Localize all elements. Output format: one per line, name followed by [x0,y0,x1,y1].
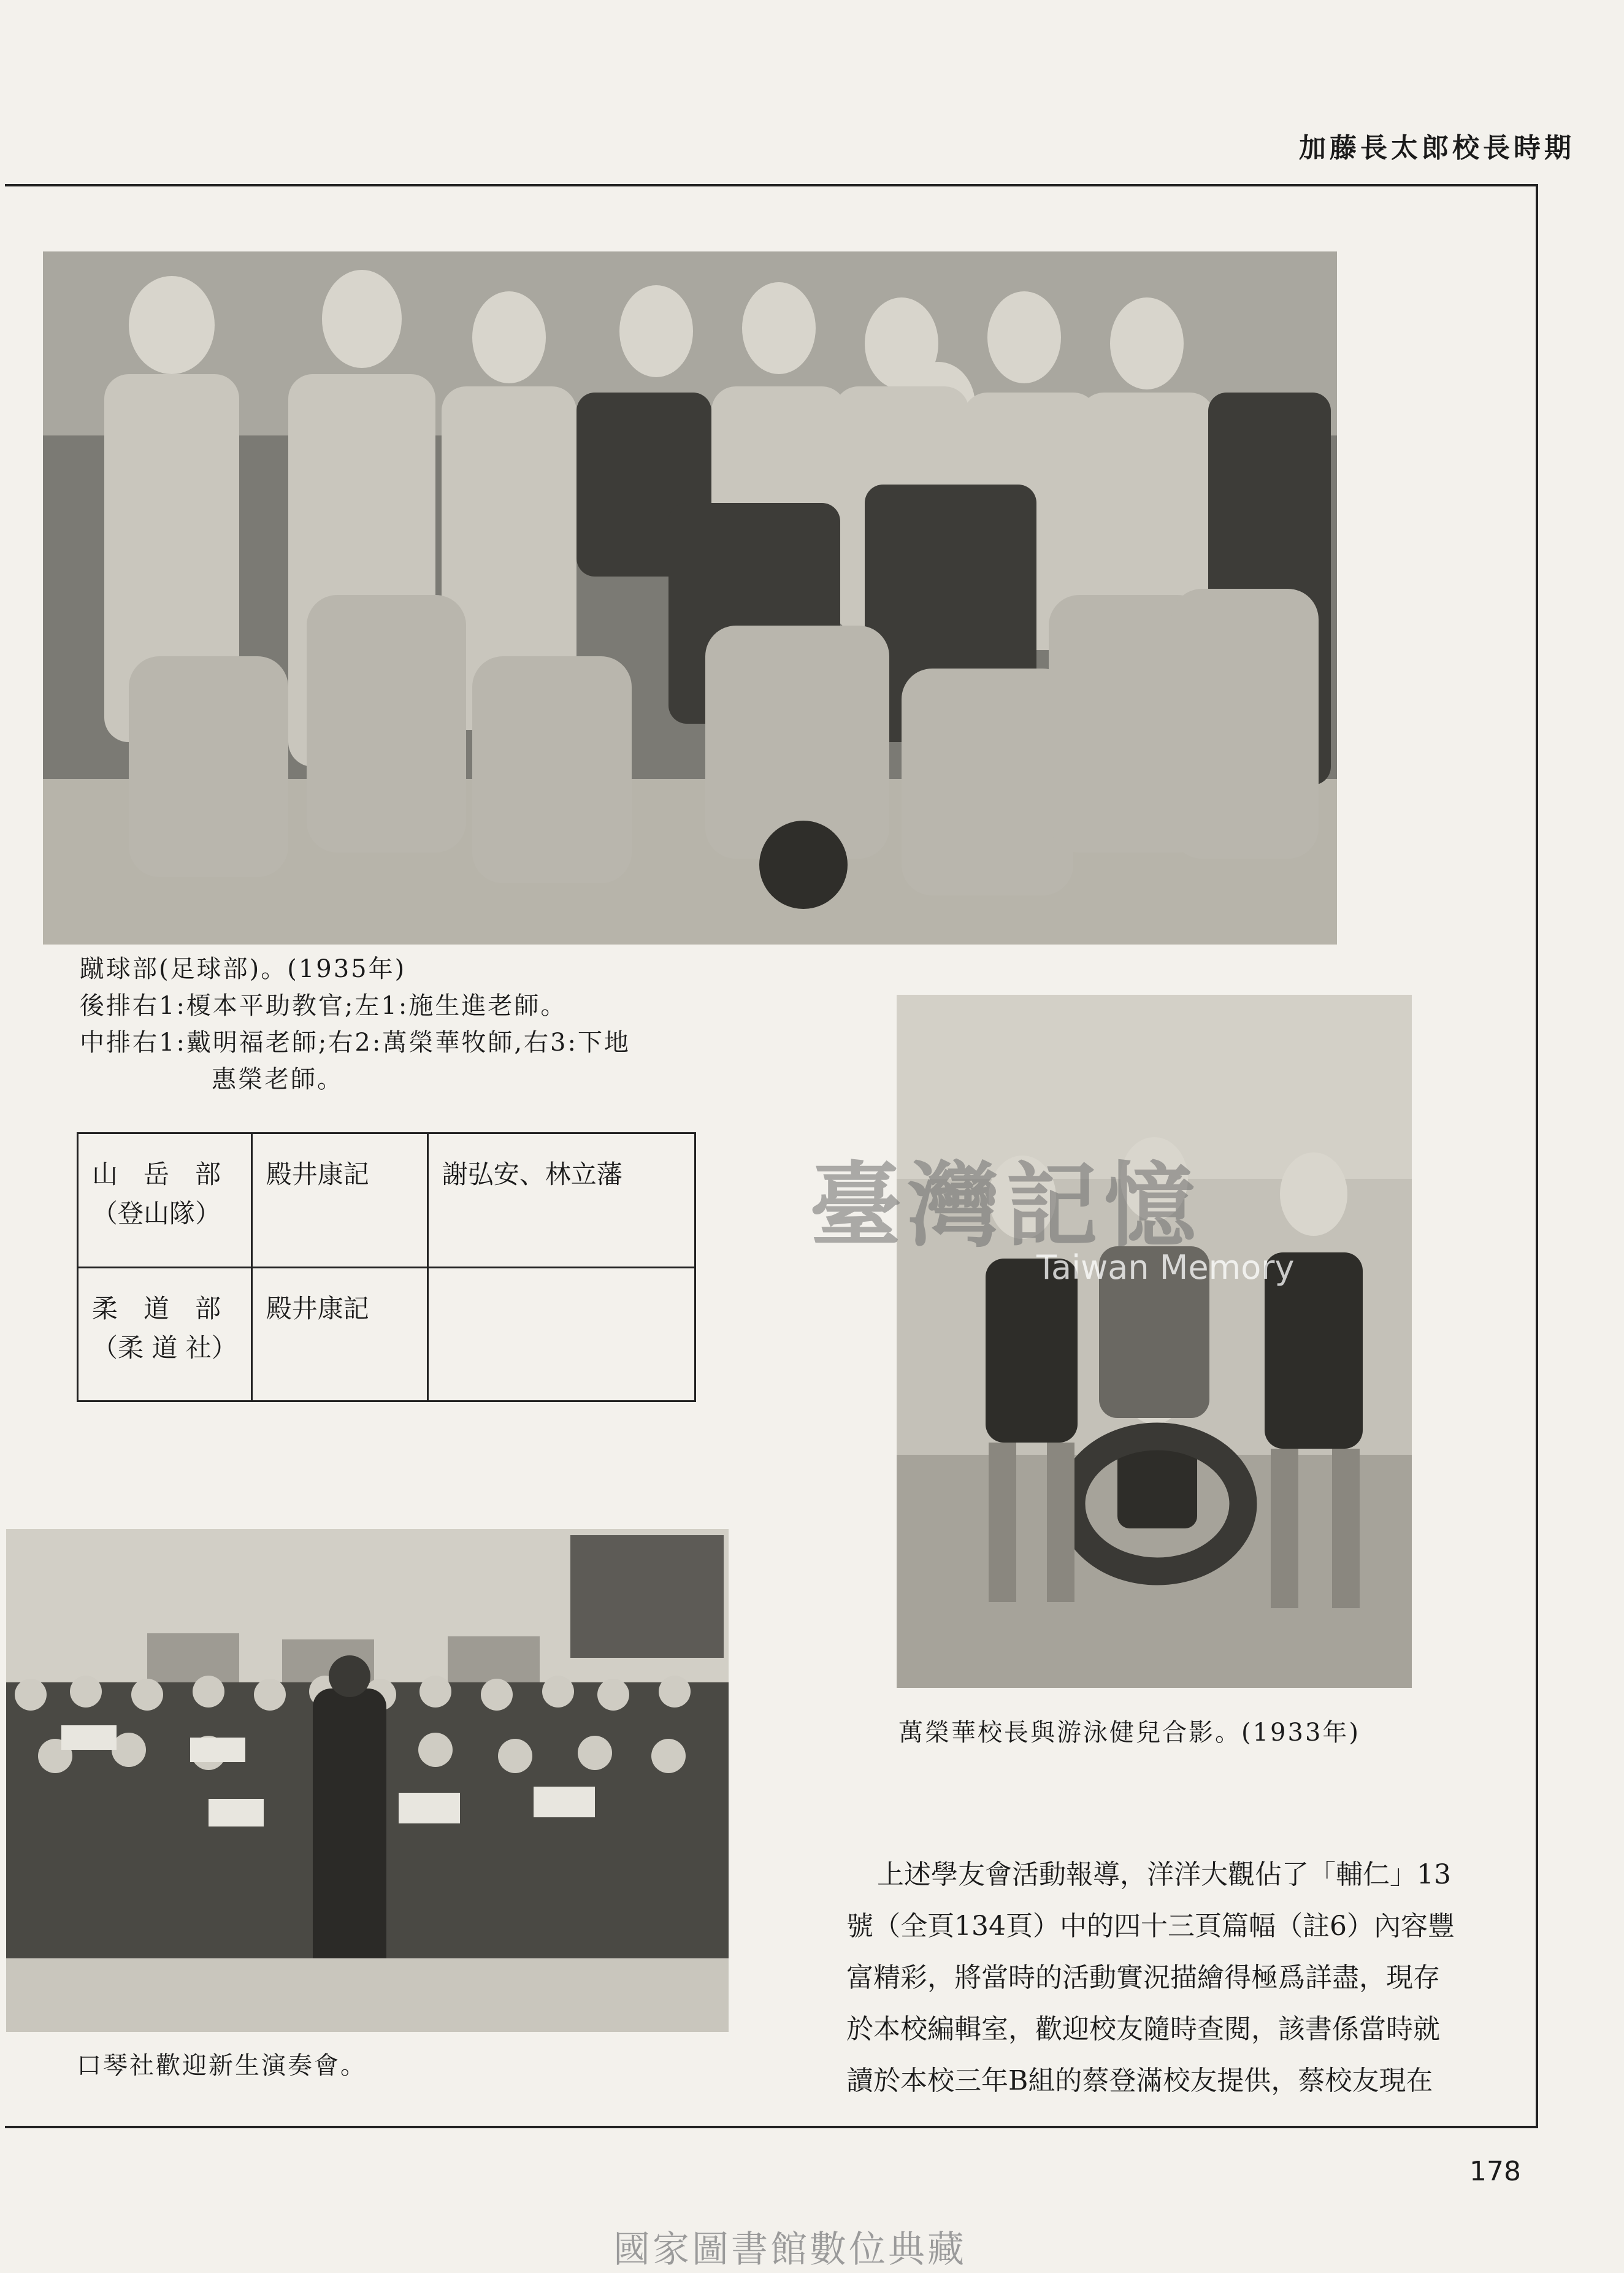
club-members-cell [427,1133,695,1268]
soccer-team-photo [43,251,1337,945]
harmonica-photo-caption [77,2047,367,2084]
club-members-cell [427,1267,695,1401]
club-name-alt: （登山隊） [92,1198,221,1228]
caption-line: 蹴球部(足球部)。(1935年) [80,955,407,983]
watermark-subtext: Taiwan Memory [1036,1248,1295,1287]
text-line: 於本校編輯室，歡迎校友隨時查閱，該書係當時就 [846,2014,1440,2045]
caption-line: 惠榮老師。 [212,1065,343,1094]
caption-line: 萬榮華校長與游泳健兒合影。(1933年) [898,1719,1361,1747]
club-name: 柔 道 部 [92,1293,221,1324]
club-name-cell [78,1133,252,1268]
table-row [78,1133,695,1268]
club-name: 山 岳 部 [92,1159,221,1189]
swim-photo-caption [898,1714,1360,1751]
clubs-table [77,1132,696,1402]
caption-line: 口琴社歡迎新生演奏會。 [77,2052,367,2080]
swim-team-photo [897,995,1412,1688]
text-line: 讀於本校三年B組的蔡登滿校友提供，蔡校友現在 [846,2065,1433,2096]
running-header: 加藤長太郎校長時期 [1299,132,1575,164]
page-number: 178 [1469,2156,1521,2187]
club-advisor: 殿井康記 [266,1159,369,1189]
club-advisor: 殿井康記 [266,1293,369,1324]
club-name-cell [78,1267,252,1401]
club-name-alt: （柔 道 社） [92,1332,237,1363]
club-advisor-cell [251,1133,427,1268]
club-members: 謝弘安、林立藩 [442,1159,622,1189]
text-line: 上述學友會活動報導，洋洋大觀佔了「輔仁」13 [877,1859,1451,1890]
club-advisor-cell [251,1267,427,1401]
harmonica-club-photo [6,1529,729,2032]
watermark-text: 臺灣記憶 [810,1152,1203,1260]
caption-line: 中排右1:戴明福老師;右2:萬榮華牧師,右3:下地 [80,1029,630,1057]
text-line: 富精彩，將當時的活動實況描繪得極爲詳盡，現存 [846,1962,1440,1993]
caption-line: 後排右1:榎本平助教官;左1:施生進老師。 [80,992,567,1020]
soccer-photo-caption [80,951,630,1098]
table-row [78,1267,695,1401]
library-stamp: 國家圖書館數位典藏 [613,2228,967,2271]
text-line: 號（全頁134頁）中的四十三頁篇幅（註6）內容豐 [846,1911,1455,1942]
body-paragraph [846,1849,1478,2107]
